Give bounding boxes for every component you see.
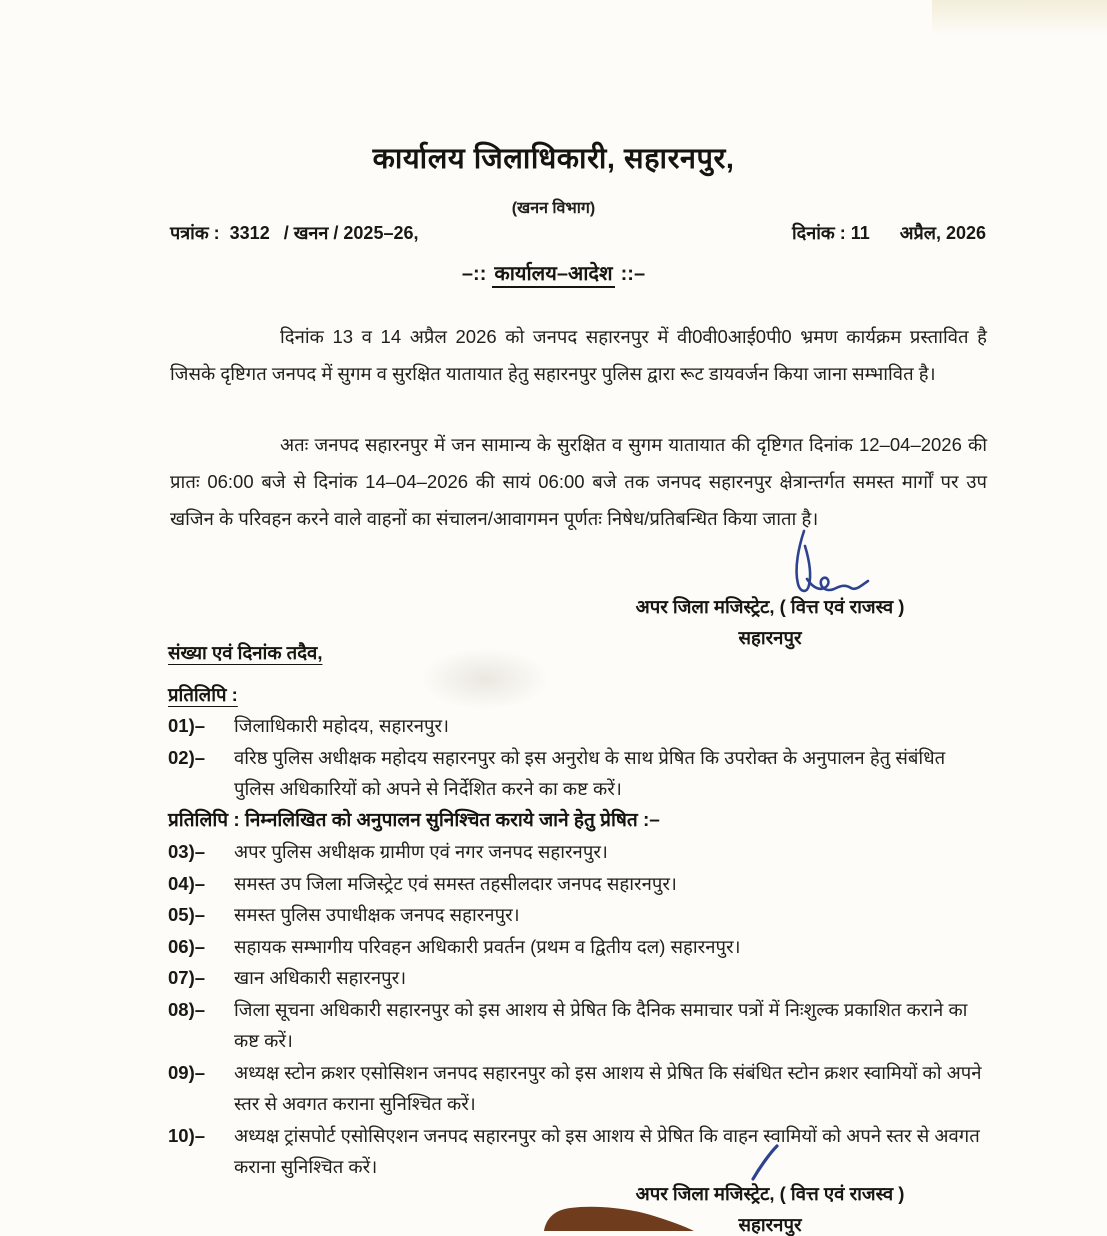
signatory-designation: अपर जिला मजिस्ट्रेट, ( वित्त एवं राजस्व ) bbox=[635, 596, 905, 617]
item-number: 06)– bbox=[168, 935, 206, 957]
list-item bbox=[168, 710, 988, 742]
letter-number bbox=[170, 221, 419, 245]
list-item bbox=[168, 994, 988, 1057]
thumb-scan-artifact bbox=[538, 1203, 710, 1236]
list-item bbox=[168, 742, 988, 805]
office-title: कार्यालय जिलाधिकारी, सहारनपुर, bbox=[372, 143, 735, 175]
item-text: समस्त उप जिला मजिस्ट्रेट एवं समस्त तहसीलदार जनपद सहारनपुर। bbox=[234, 872, 677, 894]
item-text: जिलाधिकारी महोदय, सहारनपुर। bbox=[234, 715, 450, 736]
copy-to-label: प्रतिलिपि : bbox=[168, 684, 238, 705]
item-number: 04)– bbox=[168, 872, 206, 894]
same-number-date-line: संख्या एवं दिनांक तदैव, bbox=[168, 642, 323, 663]
order-heading bbox=[0, 259, 1107, 286]
item-number: 01)– bbox=[168, 715, 206, 736]
letter-date-month: अप्रैल, 2026 bbox=[899, 223, 986, 243]
signatory-designation: अपर जिला मजिस्ट्रेट, ( वित्त एवं राजस्व ) bbox=[635, 1183, 905, 1204]
body-paragraph-2: अतः जनपद सहारनपुर में जन सामान्य के सुरक्षित व सुगम यातायात की दृष्टिगत दिनांक 12–04–2026 की प्रातः 06:00 बजे से दिनांक 14–04–2026 की सायं 06:00 बजे तक जनपद सहारनपुर क्षेत्रान्तर्गत समस्त मार्गों पर उप खजिन के परिवहन करने वाले वाहनों का संचालन/आवागमन पूर्णतः निषेध/प्रतिबन्धित किया जाता है। bbox=[170, 433, 987, 529]
signatory-place: सहारनपुर bbox=[738, 627, 802, 648]
list-item bbox=[168, 962, 988, 994]
item-text: वरिष्ठ पुलिस अधीक्षक महोदय सहारनपुर को इस अनुरोध के साथ प्रेषित कि उपरोक्त के अनुपालन हेतु संबंधित पुलिस अधिकारियों को अपने से निर्देशित करने का कष्ट करें। bbox=[234, 746, 946, 799]
item-number: 03)– bbox=[168, 841, 206, 862]
item-number: 07)– bbox=[168, 967, 206, 988]
letter-number-suffix: / खनन / 2025–26, bbox=[283, 223, 419, 243]
order-heading-suffix: ::– bbox=[620, 263, 646, 285]
reference-date-row bbox=[170, 221, 986, 245]
item-text: अध्यक्ष स्टोन क्रशर एसोसिशन जनपद सहारनपुर को इस आशय से प्रेषित कि संबंधित स्टोन क्रशर स्वामियों को अपने स्तर से अवगत कराना सुनिश्चित करें। bbox=[234, 1061, 982, 1114]
letter-number-label: पत्रांक : bbox=[170, 223, 220, 243]
item-number: 09)– bbox=[168, 1061, 206, 1083]
copy-forward-heading: प्रतिलिपि : निम्नलिखित को अनुपालन सुनिश्चित कराये जाने हेतु प्रेषित :– bbox=[168, 809, 660, 831]
order-heading-prefix: –:: bbox=[461, 263, 487, 285]
letter-number-value: 3312 bbox=[229, 223, 270, 243]
signatory-place: सहारनपुर bbox=[738, 1214, 802, 1235]
item-text: खान अधिकारी सहारनपुर। bbox=[234, 967, 407, 988]
list-item bbox=[168, 1057, 988, 1120]
item-text: समस्त पुलिस उपाधीक्षक जनपद सहारनपुर। bbox=[234, 904, 520, 925]
item-text: अध्यक्ष ट्रांसपोर्ट एसोसिएशन जनपद सहारनपुर को इस आशय से प्रेषित कि वाहन स्वामियों को अपने स्तर से अवगत कराना सुनिश्चित करें। bbox=[234, 1124, 980, 1177]
list-item bbox=[168, 868, 988, 900]
letter-date-label: दिनांक : 11 bbox=[792, 223, 870, 243]
scan-corner-artifact bbox=[932, 0, 1107, 40]
order-heading-title: कार्यालय–आदेश bbox=[492, 263, 614, 288]
item-number: 05)– bbox=[168, 904, 206, 925]
item-number: 10)– bbox=[168, 1124, 206, 1146]
letter-date bbox=[792, 221, 986, 245]
list-item bbox=[168, 899, 988, 931]
item-text: अपर पुलिस अधीक्षक ग्रामीण एवं नगर जनपद सहारनपुर। bbox=[234, 841, 608, 862]
item-number: 02)– bbox=[168, 746, 206, 768]
item-text: सहायक सम्भागीय परिवहन अधिकारी प्रवर्तन (प्रथम व द्वितीय दल) सहारनपुर। bbox=[234, 935, 741, 957]
body-paragraph-1: दिनांक 13 व 14 अप्रैल 2026 को जनपद सहारनपुर में वी0वी0आई0पी0 भ्रमण कार्यक्रम प्रस्तावित है जिसके दृष्टिगत जनपद में सुगम व सुरक्षित यातायात हेतु सहारनपुर पुलिस द्वारा रूट डायवर्जन किया जाना सम्भावित है। bbox=[170, 325, 987, 384]
item-number: 08)– bbox=[168, 998, 206, 1020]
department-line: (खनन विभाग) bbox=[511, 200, 596, 217]
distribution-section bbox=[168, 638, 988, 1183]
list-item bbox=[168, 836, 988, 868]
list-item bbox=[168, 1120, 988, 1183]
item-text: जिला सूचना अधिकारी सहारनपुर को इस आशय से प्रेषित कि दैनिक समाचार पत्रों में निःशुल्क प्रकाशित कराने का कष्ट करें। bbox=[234, 998, 968, 1051]
list-item bbox=[168, 931, 988, 963]
